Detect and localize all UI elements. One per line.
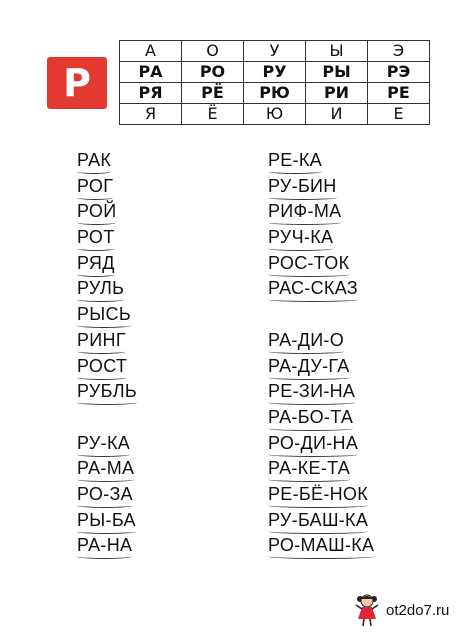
word-item (268, 407, 448, 433)
word-text: РА-КЕ-ТА (268, 458, 351, 479)
syllable-cell: И (306, 104, 368, 125)
word-text: РУ-КА (77, 432, 131, 453)
syllable-cell: РА (120, 62, 182, 83)
word-item (268, 510, 448, 536)
word-item (77, 458, 257, 484)
word-item (77, 227, 257, 253)
word-item (77, 381, 257, 407)
syllable-cell: О (182, 41, 244, 62)
syllable-cell: Я (120, 104, 182, 125)
syllable-row (120, 83, 430, 104)
word-text: РОЙ (77, 201, 117, 222)
word-item (77, 484, 257, 510)
word-item (77, 433, 257, 459)
word-text: РЫСЬ (77, 304, 131, 325)
word-text: РА-БО-ТА (268, 406, 354, 427)
word-item (268, 535, 448, 561)
word-item (268, 381, 448, 407)
word-item (77, 330, 257, 356)
word-item (77, 201, 257, 227)
word-item (268, 253, 448, 279)
syllable-table (119, 40, 430, 125)
syllable-cell: РЭ (368, 62, 430, 83)
syllable-cell: Ю (244, 104, 306, 125)
word-item (77, 356, 257, 382)
syllable-cell: РЯ (120, 83, 182, 104)
syllable-cell: РЫ (306, 62, 368, 83)
word-item (268, 356, 448, 382)
word-text: РЯД (77, 252, 115, 273)
word-item (77, 535, 257, 561)
syllable-cell: Э (368, 41, 430, 62)
word-item (268, 433, 448, 459)
word-text: РУ-БАШ-КА (268, 509, 369, 530)
syllable-row (120, 62, 430, 83)
word-text: РАС-СКАЗ (268, 278, 358, 299)
syllable-cell: РО (182, 62, 244, 83)
word-text: РЫ-БА (77, 509, 136, 530)
word-text: РО-МАШ-КА (268, 535, 375, 556)
word-item (77, 150, 257, 176)
syllable-cell: Ё (182, 104, 244, 125)
word-text: РА-МА (77, 458, 135, 479)
girl-mascot-icon (354, 593, 380, 627)
word-text: РЕ-ЗИ-НА (268, 381, 356, 402)
syllable-cell: Ы (306, 41, 368, 62)
syllable-cell: Е (368, 104, 430, 125)
word-column-left (77, 150, 257, 561)
word-item (268, 484, 448, 510)
word-item (268, 330, 448, 356)
syllable-cell: РЕ (368, 83, 430, 104)
syllable-cell: РУ (244, 62, 306, 83)
word-text: РОС-ТОК (268, 252, 350, 273)
word-text: РЕ-БЁ-НОК (268, 483, 369, 504)
word-text: РИФ-МА (268, 201, 342, 222)
word-item (77, 253, 257, 279)
word-text: РЕ-КА (268, 150, 322, 170)
word-text: РО-ЗА (77, 483, 133, 504)
syllable-cell: РЮ (244, 83, 306, 104)
word-item (77, 278, 257, 304)
word-item (268, 201, 448, 227)
word-text: РУ-БИН (268, 175, 337, 196)
syllable-row (120, 104, 430, 125)
word-item (268, 150, 448, 176)
syllable-cell: РИ (306, 83, 368, 104)
word-column-right (268, 150, 448, 561)
word-item (77, 304, 257, 330)
word-text: РУЧ-КА (268, 227, 334, 248)
word-item (268, 176, 448, 202)
syllable-cell: У (244, 41, 306, 62)
word-item (268, 227, 448, 253)
word-text: РУЛЬ (77, 278, 125, 299)
word-text: РОСТ (77, 355, 128, 376)
word-text: РА-ДУ-ГА (268, 355, 350, 376)
word-text: РИНГ (77, 329, 126, 350)
footer (354, 592, 472, 628)
word-text: РОТ (77, 227, 115, 248)
word-item (77, 176, 257, 202)
site-name: ot2do7.ru (386, 601, 450, 619)
word-item (268, 458, 448, 484)
word-text: РО-ДИ-НА (268, 432, 359, 453)
word-text: РОГ (77, 175, 114, 196)
spacer (268, 304, 448, 330)
word-item (268, 278, 448, 304)
letter-badge: Р (47, 57, 107, 109)
syllable-row (120, 41, 430, 62)
syllable-cell: А (120, 41, 182, 62)
word-text: РА-ДИ-О (268, 329, 345, 350)
word-text: РА-НА (77, 535, 133, 556)
word-item (77, 510, 257, 536)
syllable-cell: РЁ (182, 83, 244, 104)
spacer (77, 407, 257, 433)
word-text: РАК (77, 150, 112, 170)
word-text: РУБЛЬ (77, 381, 137, 402)
